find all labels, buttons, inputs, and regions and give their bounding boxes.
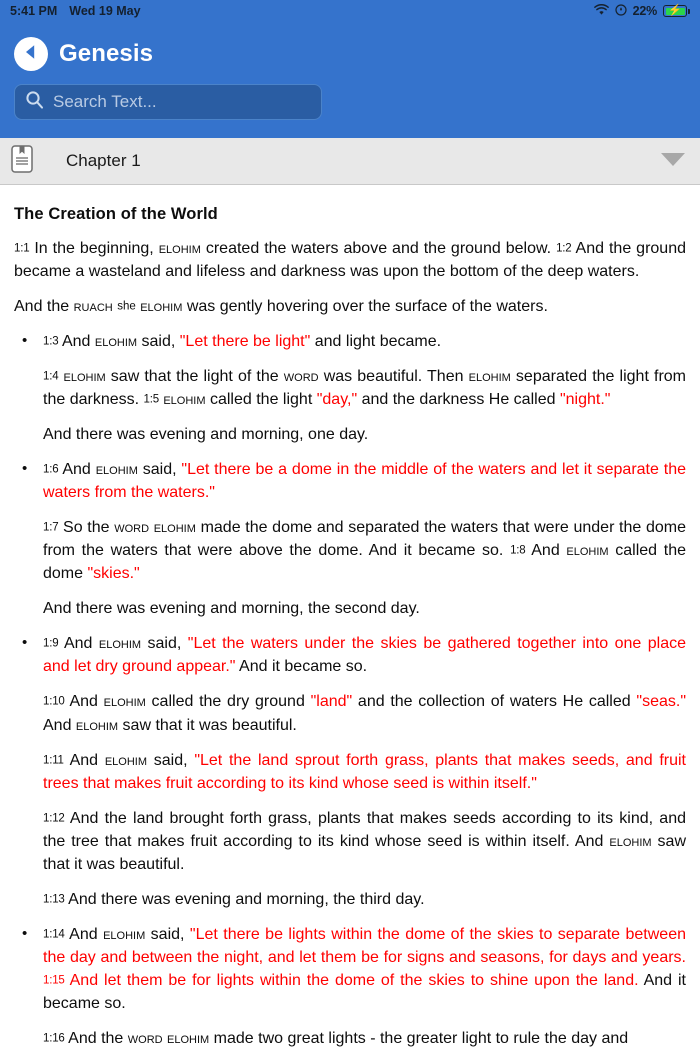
- verse-number: 1:8: [510, 544, 526, 557]
- divine-speech: "Let the waters under the skies be gathered together into one place and let dry ground appear.": [43, 635, 687, 676]
- verse-paragraph: 1:10 And elohim called the dry ground "land" and the collection of waters He called "seas." And elohim saw that it was beautiful.: [43, 693, 686, 734]
- verse-number: 1:2: [556, 242, 572, 255]
- divine-name: elohim: [609, 832, 652, 850]
- divine-name: elohim: [167, 1029, 210, 1047]
- search-bar[interactable]: [14, 84, 322, 120]
- divine-name: elohim: [94, 333, 138, 351]
- verse-bullet-item: • 1:6 And elohim said, "Let there be a dome in the middle of the waters and let it separate the waters from the waters.": [14, 458, 686, 504]
- verse-number: 1:7: [43, 521, 59, 534]
- document-page-icon: [11, 145, 33, 178]
- divine-name: word: [114, 519, 150, 537]
- verse-number: 1:5: [143, 393, 159, 406]
- divine-name: word: [283, 368, 319, 386]
- verse-paragraph: 1:4 elohim saw that the light of the word was beautiful. Then elohim separated the light from the darkness. 1:5 elohim called the light "day," and the darkness He called "night.": [43, 368, 687, 409]
- verse-number: 1:16: [43, 1032, 65, 1045]
- divine-name: elohim: [63, 368, 106, 386]
- verse-number: 1:6: [43, 463, 59, 476]
- chapter-selector-bar[interactable]: [0, 138, 700, 185]
- battery-charging-icon: ⚡: [663, 5, 690, 17]
- back-chevron-icon: [21, 42, 41, 67]
- status-bar: [0, 0, 700, 22]
- chapter-label: Chapter 1: [66, 151, 141, 170]
- divine-name: elohim: [75, 716, 119, 734]
- verse-paragraph: 1:11 And elohim said, "Let the land sprout forth grass, plants that makes seeds, and fruit trees that makes fruit according to its kind whose seed is within itself.": [43, 751, 687, 792]
- battery-percent-label: 22%: [632, 4, 657, 18]
- divine-name: elohim: [104, 751, 148, 769]
- divine-speech: "Let there be lights within the dome of the skies to separate between the day and between the night, and let them be for signs and seasons, for days and years. 1:15 And let them be for lights within the dome of the skies to shine upon the land.: [43, 925, 686, 989]
- verse-number: 1:3: [43, 335, 59, 348]
- divine-name: elohim: [153, 519, 196, 537]
- divine-speech: "seas.": [636, 693, 686, 711]
- page-title: Genesis: [59, 40, 154, 67]
- divine-speech: "Let the land sprout forth grass, plants that makes seeds, and fruit trees that makes fruit according to its kind whose seed is within itself.": [43, 751, 687, 792]
- divine-speech: "Let there be light": [179, 333, 311, 351]
- verse-paragraph: 1:16 And the word elohim made two great lights - the greater light to rule the day and: [43, 1029, 629, 1047]
- verse-number: 1:9: [43, 637, 59, 650]
- divine-name: elohim: [95, 461, 138, 479]
- verse-number: 1:15: [43, 974, 65, 987]
- wifi-icon: [594, 4, 609, 19]
- divine-speech: "land": [310, 693, 353, 711]
- divine-speech: "day,": [316, 391, 358, 409]
- nav-title-row: [14, 30, 686, 78]
- verse-paragraph: And the ruach she elohim was gently hovering over the surface of the waters.: [14, 298, 548, 316]
- verse-bullet-item: • 1:14 And elohim said, "Let there be lights within the dome of the skies to separate between the day and between the night, and let them be for signs and seasons, for days and years. 1:15 And let them be for lights within the dome of the skies to shine upon the land. And it became so.: [14, 923, 686, 1015]
- divine-name: elohim: [468, 368, 511, 386]
- verse-number: 1:12: [43, 812, 65, 825]
- divine-name: ruach: [73, 298, 113, 316]
- verse-number: 1:11: [43, 754, 64, 767]
- status-date: Wed 19 May: [69, 4, 141, 18]
- verse-paragraph: And there was evening and morning, the second day.: [43, 600, 420, 618]
- search-input[interactable]: [53, 92, 311, 112]
- hebrew-particle: she: [117, 300, 136, 313]
- divine-name: elohim: [163, 391, 206, 409]
- divine-name: elohim: [103, 693, 146, 711]
- divine-name: elohim: [140, 298, 183, 316]
- scripture-content: [0, 185, 700, 1050]
- divine-name: elohim: [158, 240, 201, 257]
- verse-number: 1:13: [43, 893, 65, 906]
- verse-paragraph: And there was evening and morning, one day.: [43, 426, 369, 444]
- chevron-down-icon[interactable]: [658, 149, 688, 174]
- divine-name: elohim: [103, 925, 146, 943]
- verse-bullet-item: • 1:3 And elohim said, "Let there be light" and light became.: [14, 330, 686, 353]
- status-bar-right: [594, 4, 690, 19]
- divine-speech: "Let there be a dome in the middle of the waters and let it separate the waters from the waters.": [43, 461, 687, 502]
- section-heading: The Creation of the World: [14, 205, 218, 223]
- location-services-icon: [615, 4, 627, 19]
- status-time: 5:41 PM: [10, 4, 58, 18]
- verse-paragraph: 1:13 And there was evening and morning, the third day.: [43, 890, 425, 908]
- divine-name: elohim: [98, 635, 142, 653]
- divine-name: elohim: [566, 542, 609, 560]
- verse-number: 1:10: [43, 695, 65, 708]
- nav-header: [0, 22, 700, 138]
- divine-name: word: [127, 1029, 163, 1047]
- verse-paragraph: 1:12 And the land brought forth grass, plants that makes seeds according to its kind, and the tree that makes fruit according to its kind whose seed is within itself. And elohim saw that it was beautiful.: [43, 809, 686, 873]
- divine-speech: "skies.": [87, 565, 140, 583]
- verse-number: 1:14: [43, 928, 65, 941]
- verse-bullet-item: • 1:9 And elohim said, "Let the waters under the skies be gathered together into one place and let dry ground appear." And it became so.: [14, 632, 686, 678]
- divine-speech: "night.": [559, 391, 611, 409]
- verse-number: 1:1: [14, 242, 30, 255]
- verse-number: 1:4: [43, 370, 59, 383]
- status-bar-left: [10, 4, 141, 18]
- search-icon: [25, 90, 44, 114]
- back-button[interactable]: [14, 37, 48, 71]
- verse-paragraph: 1:7 So the word elohim made the dome and separated the waters that were under the dome from the waters that were above the dome. And it became so. 1:8 And elohim called the dome "skies.": [43, 519, 687, 583]
- verse-paragraph: 1:1 In the beginning, elohim created the waters above and the ground below. 1:2 And the ground became a wasteland and lifeless and darkness was upon the bottom of the deep waters.: [14, 240, 687, 281]
